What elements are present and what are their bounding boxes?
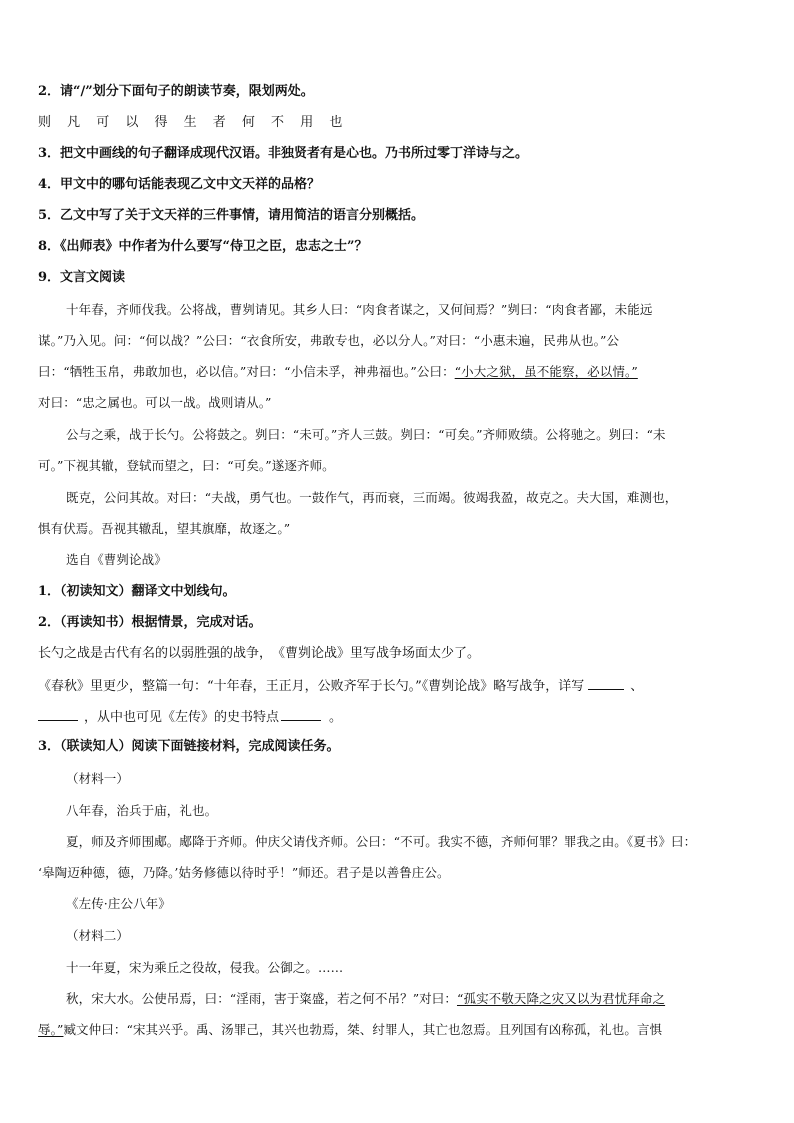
passage-p2-line1: 公与之乘，战于长勺。公将鼓之。刿曰：“未可。”齐人三鼓。刿曰：“可矣。”齐师败绩。公将驰之。刿曰：“未 <box>66 427 666 442</box>
subquestion-2-line1: 长勺之战是古代有名的以弱胜强的战争， 《曹刿论战》里写战争场面太少了。 <box>38 646 481 661</box>
answer-blank-2[interactable] <box>38 708 78 721</box>
passage-p1-line4: 对曰：“忠之属也。可以一战。战则请从。” <box>38 395 272 410</box>
material-2-line3 <box>38 1022 764 1038</box>
material-1-line3: ‘皋陶迈种德，德，乃降。’姑务修德以待时乎！”师还。君子是以善鲁庄公。 <box>38 865 450 880</box>
passage-p1-line1: 十年春，齐师伐我。公将战，曹刿请见。其乡人曰：“肉食者谋之，又何间焉？”刿曰：“肉食者鄙，未能远 <box>66 302 653 317</box>
passage-p1-line3 <box>38 364 764 380</box>
passage-p1-line2: 谋。”乃入见。问：“何以战？”公曰：“衣食所安，弗敢专也，必以分人。”对曰：“小惠未遍，民弗从也。”公 <box>38 333 620 348</box>
subquestion-1: 1．（初读知文）翻译文中划线句。 <box>38 584 236 599</box>
passage-source: 选自《曹刿论战》 <box>66 552 167 567</box>
passage-p3-line1: 既克，公问其故。对曰：“夫战，勇气也。一鼓作气，再而衰，三而竭。彼竭我盈，故克之。夫大国，难测也， <box>66 490 678 505</box>
subquestion-2-line2-sep: 、 <box>630 679 644 694</box>
material-2-line2-text: 秋，宋大水。公使吊焉，曰：“淫雨，害于粢盛，若之何不吊？”对曰： <box>66 991 457 1006</box>
question-9: 9．文言文阅读 <box>38 270 126 285</box>
subquestion-2-line2-text: 《春秋》里更少，整篇一句：“十年春，王正月，公败齐军于长勺。”《曹刿论战》略写战争，详写 <box>38 679 585 694</box>
material-2-line1: 十一年夏，宋为乘丘之役故，侵我。公御之。…… <box>66 960 344 975</box>
question-2: 2．请“/”划分下面句子的朗读节奏，限划两处。 <box>38 84 314 99</box>
passage-p3-line2: 惧有伏焉。吾视其辙乱，望其旗靡，故逐之。” <box>38 521 291 536</box>
material-1-source: 《左传·庄公八年》 <box>66 896 171 911</box>
answer-blank-3[interactable] <box>281 708 321 721</box>
passage-p1-line3-text: 曰：“牺牲玉帛，弗敢加也，必以信。”对曰：“小信未孚，神弗福也。”公曰： <box>38 364 455 379</box>
question-2-sentence: 则 凡 可 以 得 生 者 何 不 用 也 <box>38 115 349 130</box>
material-2-line3-text: 臧文仲曰：“宋其兴乎。禹、汤罪己，其兴也勃焉，桀、纣罪人，其亡也忽焉。且列国有凶称孤，礼也。言惧 <box>63 1022 663 1037</box>
subquestion-2-line3 <box>38 708 764 726</box>
underlined-sentence-2b: 辱。” <box>38 1022 64 1037</box>
subquestion-2-line2 <box>38 677 764 695</box>
material-1-title: （材料一） <box>66 771 130 786</box>
passage-p2-line2: 可。”下视其辙，登轼而望之，曰：“可矣。”遂逐齐师。 <box>38 458 335 473</box>
subquestion-2-line3-end: 。 <box>329 710 343 725</box>
answer-blank-1[interactable] <box>588 677 624 690</box>
question-4: 4．甲文中的哪句话能表现乙文中文天祥的品格？ <box>38 177 321 192</box>
material-1-line2: 夏，师及齐师围郕。郕降于齐师。仲庆父请伐齐师。公曰：“不可。我实不德，齐师何罪？罪我之由。《夏书》曰： <box>66 834 697 849</box>
subquestion-2-line3-text: ，从中也可见《左传》的史书特点 <box>84 710 280 725</box>
material-2-title: （材料二） <box>66 928 130 943</box>
question-5: 5．乙文中写了关于文天祥的三件事情，请用简洁的语言分别概括。 <box>38 208 425 223</box>
material-2-line2 <box>66 991 764 1007</box>
question-8: 8．《出师表》中作者为什么要写“侍卫之臣，忠志之士”？ <box>38 239 368 254</box>
question-3: 3．把文中画线的句子翻译成现代汉语。非独贤者有是心也。乃书所过零丁洋诗与之。 <box>38 146 529 161</box>
underlined-sentence: “小大之狱，虽不能察，必以情。” <box>454 364 638 379</box>
subquestion-3: 3．（联读知人）阅读下面链接材料，完成阅读任务。 <box>38 739 340 754</box>
subquestion-2: 2．（再读知书）根据情景，完成对话。 <box>38 615 262 630</box>
underlined-sentence-2a: “孤实不敬天降之灾又以为君忧拜命之 <box>456 991 666 1006</box>
material-1-line1: 八年春，治兵于庙，礼也。 <box>66 803 218 818</box>
